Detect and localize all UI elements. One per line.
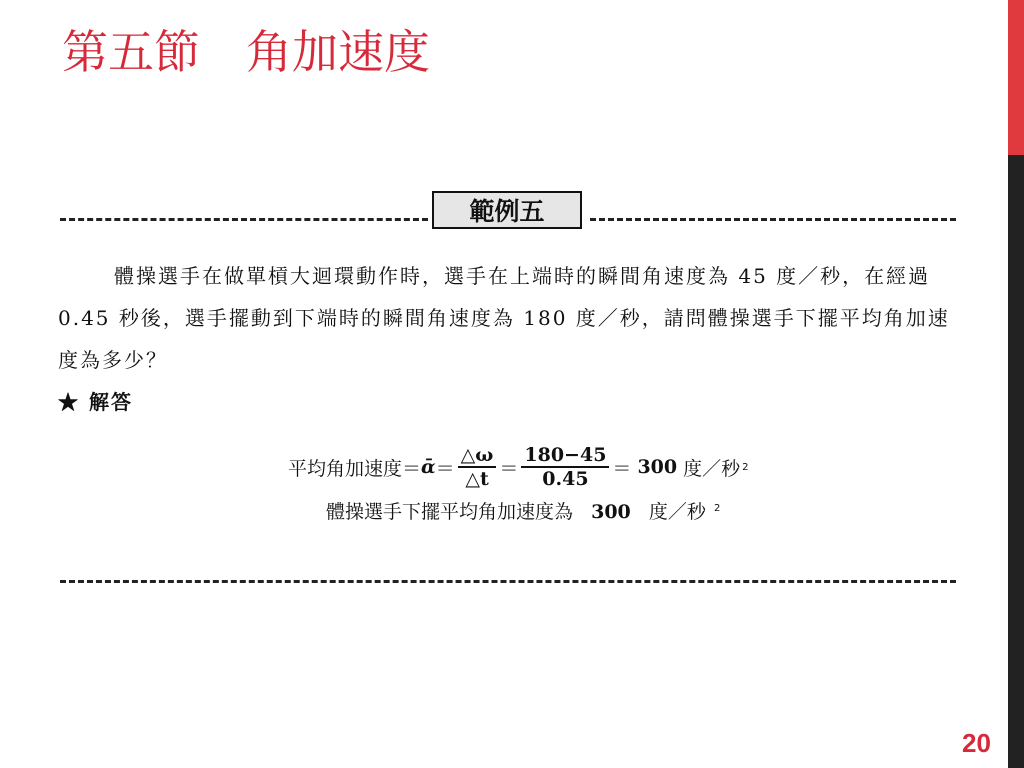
page-number: 20 [962,728,991,758]
answer-label: ★ 解答 [58,390,133,414]
formula-result-unit: 度／秒 [683,457,741,480]
formula-equals-1: ＝ [402,457,422,480]
formula-equals-3: ＝ [499,457,519,480]
slide-title: 第五節 角加速度 [62,25,430,79]
example-label: 範例五 [469,197,545,226]
formula-exponent: 2 [742,461,749,473]
problem-text: 體操選手在做單槓大迴環動作時，選手在上端時的瞬間角速度為 45 度／秒，在經過 0.45 秒後，選手擺動到下端時的瞬間角速度為 180 度／秒，請問體操選手下擺平均角加速度為多少？ [58,264,950,372]
example-label-box [432,191,582,229]
fraction-delta-omega-over-delta-t [458,445,497,489]
formula-line [288,444,749,490]
conclusion-exponent: 2 [713,502,721,514]
fraction-value [521,445,609,489]
accent-bar-dark [1008,155,1024,768]
fraction-numerator: 180−45 [521,445,609,468]
fraction-denominator: △t [465,468,489,490]
accent-bar-red [1008,0,1024,155]
conclusion-text: 體操選手下擺平均角加速度為 [326,501,574,523]
formula-result-value: 300 [637,456,678,478]
dashed-divider-bottom [60,580,956,583]
formula-lhs: 平均角加速度 [288,457,403,480]
fraction-denominator: 0.45 [542,468,589,490]
dashed-divider-left [60,218,428,221]
alpha-bar-symbol: ᾱ [421,456,436,478]
formula-equals-2: ＝ [435,457,455,480]
dashed-divider-right [590,218,956,221]
conclusion-value: 300 [591,501,631,523]
conclusion-unit: 度／秒 [648,501,706,523]
formula-equals-4: ＝ [612,457,632,480]
fraction-numerator: △ω [458,445,497,468]
conclusion-line [326,497,720,524]
